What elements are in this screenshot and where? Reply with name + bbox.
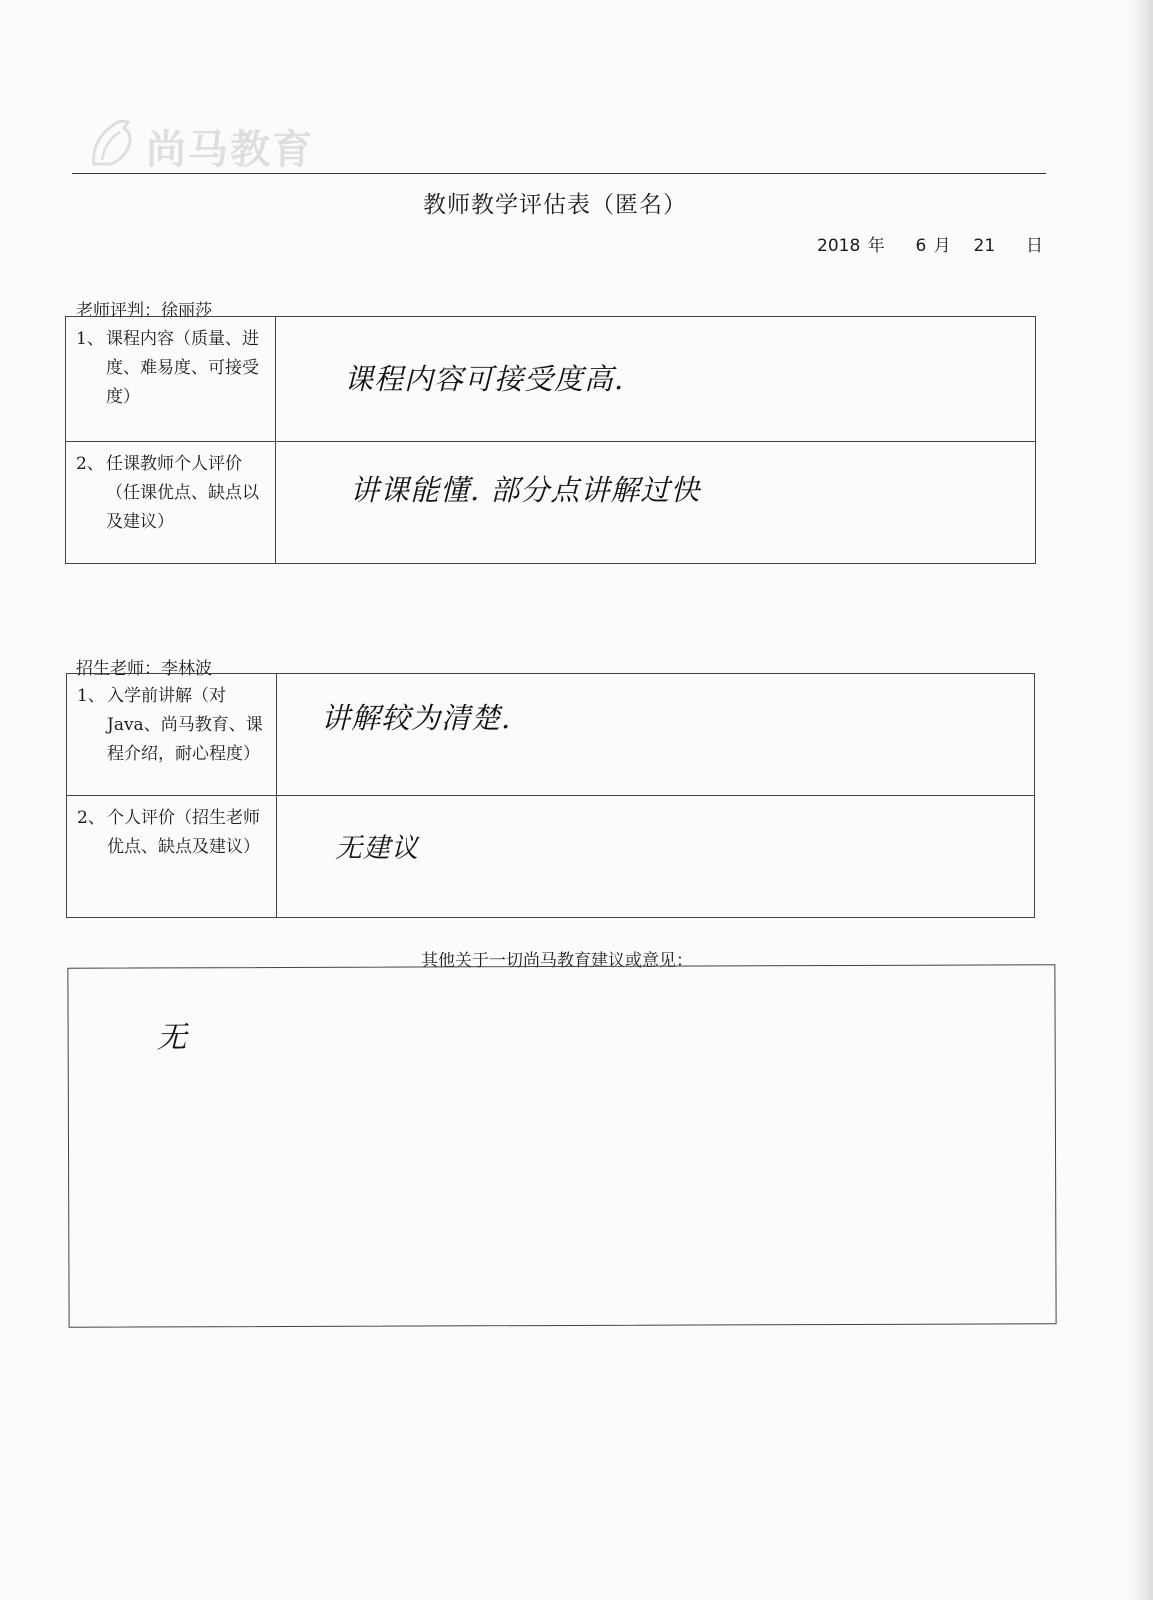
- question-cell: [66, 317, 276, 442]
- question-text: 任课教师个人评价（任课优点、缺点以及建议）: [106, 454, 259, 532]
- teacher-name: 徐丽莎: [161, 301, 212, 321]
- question-cell: [66, 442, 276, 564]
- date-year-unit: 年: [867, 236, 885, 256]
- question-cell: [67, 796, 277, 918]
- answer-cell[interactable]: [277, 674, 1035, 796]
- date-day-unit: 日: [1026, 236, 1043, 256]
- handwritten-answer: 无: [156, 1020, 188, 1056]
- question-text: 课程内容（质量、进度、难易度、可接受度）: [106, 329, 259, 407]
- other-suggestions-box[interactable]: [67, 964, 1056, 1327]
- date-month-unit: 月: [933, 236, 951, 256]
- date-month: 6: [915, 236, 927, 256]
- table-row: [67, 674, 1035, 796]
- table-row: [66, 442, 1036, 564]
- admission-label-separator: ：: [144, 659, 161, 679]
- brand-logo: [88, 112, 378, 172]
- admission-evaluation-table: [66, 673, 1035, 918]
- question-text: 入学前讲解（对Java、尚马教育、课程介绍，耐心程度）: [107, 686, 263, 764]
- table-row: [67, 796, 1035, 918]
- admission-label-text: 招生老师: [76, 659, 144, 679]
- handwritten-answer: 讲课能懂. 部分点讲解过快: [350, 473, 701, 507]
- handwritten-answer: 课程内容可接受度高.: [344, 362, 625, 396]
- question-text: 个人评价（招生老师优点、缺点及建议）: [107, 808, 260, 857]
- handwritten-answer: 讲解较为清楚.: [321, 701, 512, 735]
- answer-cell[interactable]: [276, 442, 1036, 564]
- admission-teacher-name: 李林波: [161, 659, 212, 679]
- scan-edge-shadow: [1127, 0, 1153, 1600]
- teacher-label-separator: ：: [144, 301, 161, 321]
- form-date: [815, 231, 1043, 256]
- teacher-evaluation-table: [65, 316, 1036, 564]
- question-cell: [67, 674, 277, 796]
- horse-head-logo-icon: [88, 116, 136, 168]
- handwritten-answer: 无建议: [335, 833, 419, 864]
- answer-cell[interactable]: [277, 796, 1035, 918]
- form-title: 教师教学评估表（匿名）: [423, 192, 687, 218]
- table-row: [66, 317, 1036, 442]
- question-number: 1、: [76, 329, 104, 349]
- date-year: 2018: [817, 236, 861, 256]
- other-suggestions-label: 其他关于一切尚马教育建议或意见：: [421, 951, 693, 971]
- question-number: 2、: [76, 454, 104, 474]
- teacher-label-text: 老师评判: [76, 301, 144, 321]
- brand-logo-text: 尚马教育: [146, 127, 314, 173]
- answer-cell[interactable]: [276, 317, 1036, 442]
- question-number: 2、: [77, 808, 105, 828]
- header-rule: [72, 173, 1046, 174]
- date-day: 21: [973, 236, 996, 256]
- question-number: 1、: [77, 686, 105, 706]
